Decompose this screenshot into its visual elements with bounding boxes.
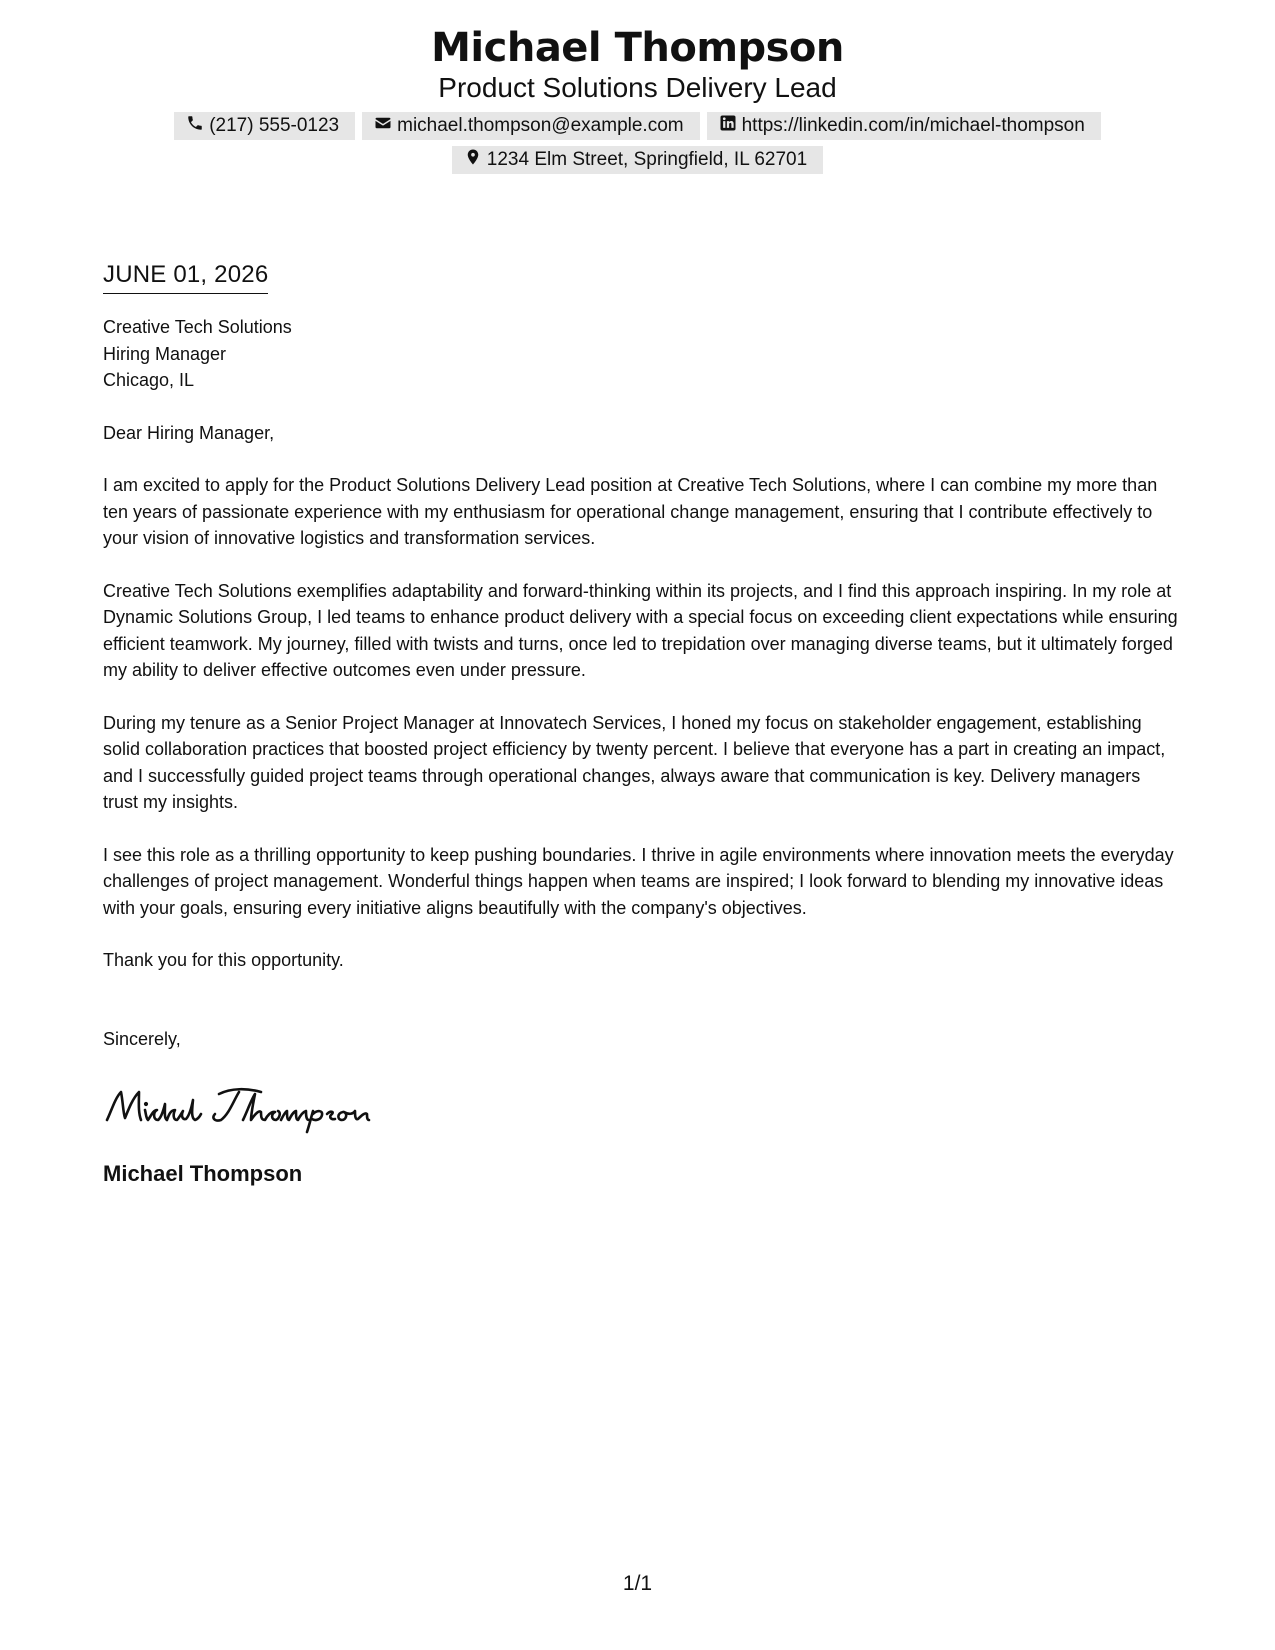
handwritten-signature bbox=[103, 1080, 1178, 1134]
body-paragraph: During my tenure as a Senior Project Manager at Innovatech Services, I honed my focus on stakeholder engagement, establishing solid collaboration practices that boosted project efficiency by twenty percent. I believe that everyone has a part in creating an impact, and I successfully guided project teams through operational changes, always aware that communication is key. Delivery managers trust my insights. bbox=[103, 712, 1166, 812]
email-contact[interactable] bbox=[362, 112, 699, 140]
linkedin-contact[interactable] bbox=[707, 112, 1101, 140]
phone-text: (217) 555-0123 bbox=[209, 115, 340, 136]
signer-name: Michael Thompson bbox=[103, 1161, 303, 1186]
contact-row-secondary bbox=[0, 146, 1275, 174]
address-text: 1234 Elm Street, Springfield, IL 62701 bbox=[486, 149, 808, 170]
linkedin-text: https://linkedin.com/in/michael-thompson bbox=[741, 115, 1085, 136]
closing-line: Thank you for this opportunity. bbox=[103, 950, 344, 970]
recipient-role: Hiring Manager bbox=[103, 343, 227, 364]
signoff: Sincerely, bbox=[103, 1028, 181, 1049]
body-paragraph: Creative Tech Solutions exemplifies adaptability and forward-thinking within its projects, and I find this approach inspiring. In my role at Dynamic Solutions Group, I led teams to enhance product delivery with a special focus on exceeding client expectations while ensuring efficient teamwork. My journey, filled with twists and turns, once led to trepidation over managing diverse teams, but it ultimately forged my ability to deliver effective outcomes even under pressure. bbox=[103, 580, 1178, 680]
letter-body bbox=[103, 258, 1178, 1189]
contact-row-primary bbox=[0, 112, 1275, 140]
address-contact bbox=[452, 146, 823, 174]
page-number: 1/1 bbox=[622, 1572, 653, 1595]
email-text: michael.thompson@example.com bbox=[397, 115, 684, 136]
recipient-company: Creative Tech Solutions bbox=[103, 317, 292, 337]
map-pin-icon bbox=[464, 148, 482, 172]
linkedin-icon bbox=[719, 114, 737, 138]
applicant-name: Michael Thompson bbox=[431, 25, 844, 71]
applicant-title: Product Solutions Delivery Lead bbox=[438, 72, 837, 103]
recipient-block bbox=[103, 314, 1178, 394]
body-paragraph: I see this role as a thrilling opportunity to keep pushing boundaries. I thrive in agile environments where innovation meets the everyday challenges of project management. Wonderful things happen when teams are inspired; I look forward to blending my innovative ideas with your goals, ensuring every initiative aligns beautifully with the company's objectives. bbox=[103, 844, 1174, 918]
salutation: Dear Hiring Manager, bbox=[103, 422, 275, 443]
letter-date: JUNE 01, 2026 bbox=[103, 258, 268, 294]
envelope-icon bbox=[374, 114, 392, 138]
phone-contact[interactable] bbox=[174, 112, 355, 140]
letter-header bbox=[0, 22, 1275, 174]
recipient-location: Chicago, IL bbox=[103, 370, 195, 390]
phone-icon bbox=[186, 114, 204, 138]
body-paragraph: I am excited to apply for the Product Solutions Delivery Lead position at Creative Tech Solutions, where I can combine my more than ten years of passionate experience with my enthusiasm for operational change management, ensuring that I contribute effectively to your vision of innovative logistics and transformation services. bbox=[103, 475, 1158, 548]
